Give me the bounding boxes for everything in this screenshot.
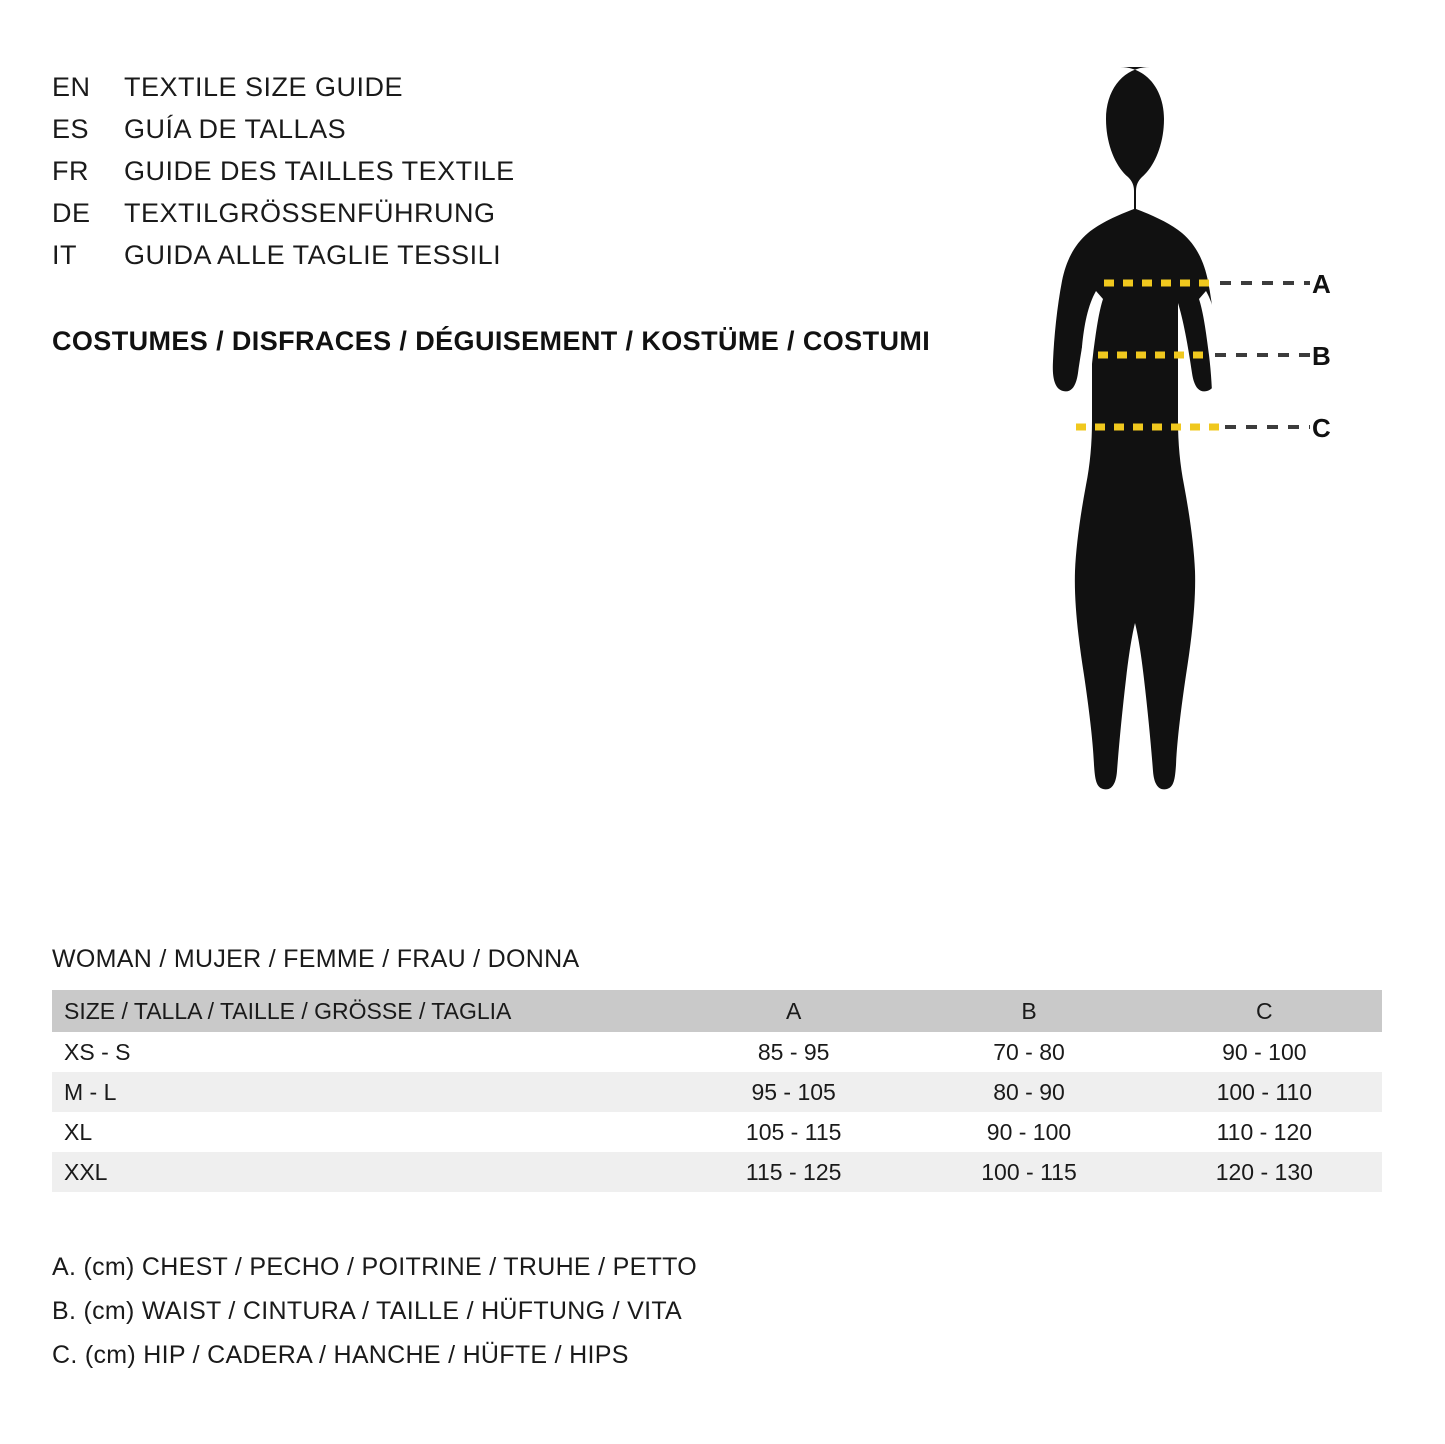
column-header-size: SIZE / TALLA / TAILLE / GRÖSSE / TAGLIA <box>52 990 676 1032</box>
legend-line-c: C. (cm) HIP / CADERA / HANCHE / HÜFTE / HIPS <box>52 1341 629 1369</box>
cell-a: 105 - 115 <box>745 1118 842 1145</box>
cell-b: 70 - 80 <box>993 1038 1065 1065</box>
language-code: EN <box>52 72 91 102</box>
language-row <box>52 198 1002 240</box>
column-header-b: B <box>911 990 1146 1032</box>
cell-c: 120 - 130 <box>1215 1158 1313 1185</box>
table-row <box>52 1032 1382 1072</box>
cell-a: 115 - 125 <box>745 1158 842 1185</box>
size-table-section <box>52 945 1382 1192</box>
legend-line-a: A. (cm) CHEST / PECHO / POITRINE / TRUHE / PETTO <box>52 1253 698 1281</box>
legend-line-b: B. (cm) WAIST / CINTURA / TAILLE / HÜFTUNG / VITA <box>52 1297 683 1325</box>
cell-c: 110 - 120 <box>1216 1118 1313 1145</box>
size-table <box>52 990 1382 1192</box>
cell-b: 90 - 100 <box>986 1118 1072 1145</box>
language-row <box>52 72 1002 114</box>
cell-size: XL <box>64 1118 93 1145</box>
table-row <box>52 1152 1382 1192</box>
label-waist-b: B <box>1312 341 1331 371</box>
cell-size: XS - S <box>64 1038 131 1065</box>
language-list <box>52 72 1002 282</box>
language-title: TEXTILGRÖSSENFÜHRUNG <box>124 198 496 228</box>
cell-size: XXL <box>64 1158 108 1185</box>
cell-a: 85 - 95 <box>757 1038 830 1065</box>
language-title: GUIDA ALLE TAGLIE TESSILI <box>124 240 502 270</box>
language-title: TEXTILE SIZE GUIDE <box>124 72 404 102</box>
table-row <box>52 1072 1382 1112</box>
language-code: FR <box>52 156 89 186</box>
cell-c: 100 - 110 <box>1216 1078 1313 1105</box>
column-header-c: C <box>1147 990 1382 1032</box>
label-hip-c: C <box>1312 413 1331 443</box>
measurement-legend <box>52 1245 697 1377</box>
table-caption: WOMAN / MUJER / FEMME / FRAU / DONNA <box>52 945 580 973</box>
language-title: GUIDE DES TAILLES TEXTILE <box>124 156 515 186</box>
cell-c: 90 - 100 <box>1222 1038 1307 1065</box>
category-line: COSTUMES / DISFRACES / DÉGUISEMENT / KOSTÜME / COSTUMI <box>52 326 931 356</box>
cell-size: M - L <box>64 1078 117 1105</box>
language-code: ES <box>52 114 90 144</box>
language-code: DE <box>52 198 91 228</box>
language-title: GUÍA DE TALLAS <box>124 114 347 144</box>
language-row <box>52 114 1002 156</box>
column-header-a: A <box>676 990 911 1032</box>
cell-b: 100 - 115 <box>981 1158 1077 1185</box>
label-chest-a: A <box>1312 269 1331 299</box>
cell-b: 80 - 90 <box>993 1078 1065 1105</box>
woman-silhouette-icon <box>1010 55 1410 895</box>
language-row <box>52 240 1002 282</box>
language-code: IT <box>52 240 77 270</box>
measurement-diagram <box>1010 55 1410 895</box>
cell-a: 95 - 105 <box>751 1078 836 1105</box>
language-row <box>52 156 1002 198</box>
table-row <box>52 1112 1382 1152</box>
table-header-row <box>52 990 1382 1032</box>
